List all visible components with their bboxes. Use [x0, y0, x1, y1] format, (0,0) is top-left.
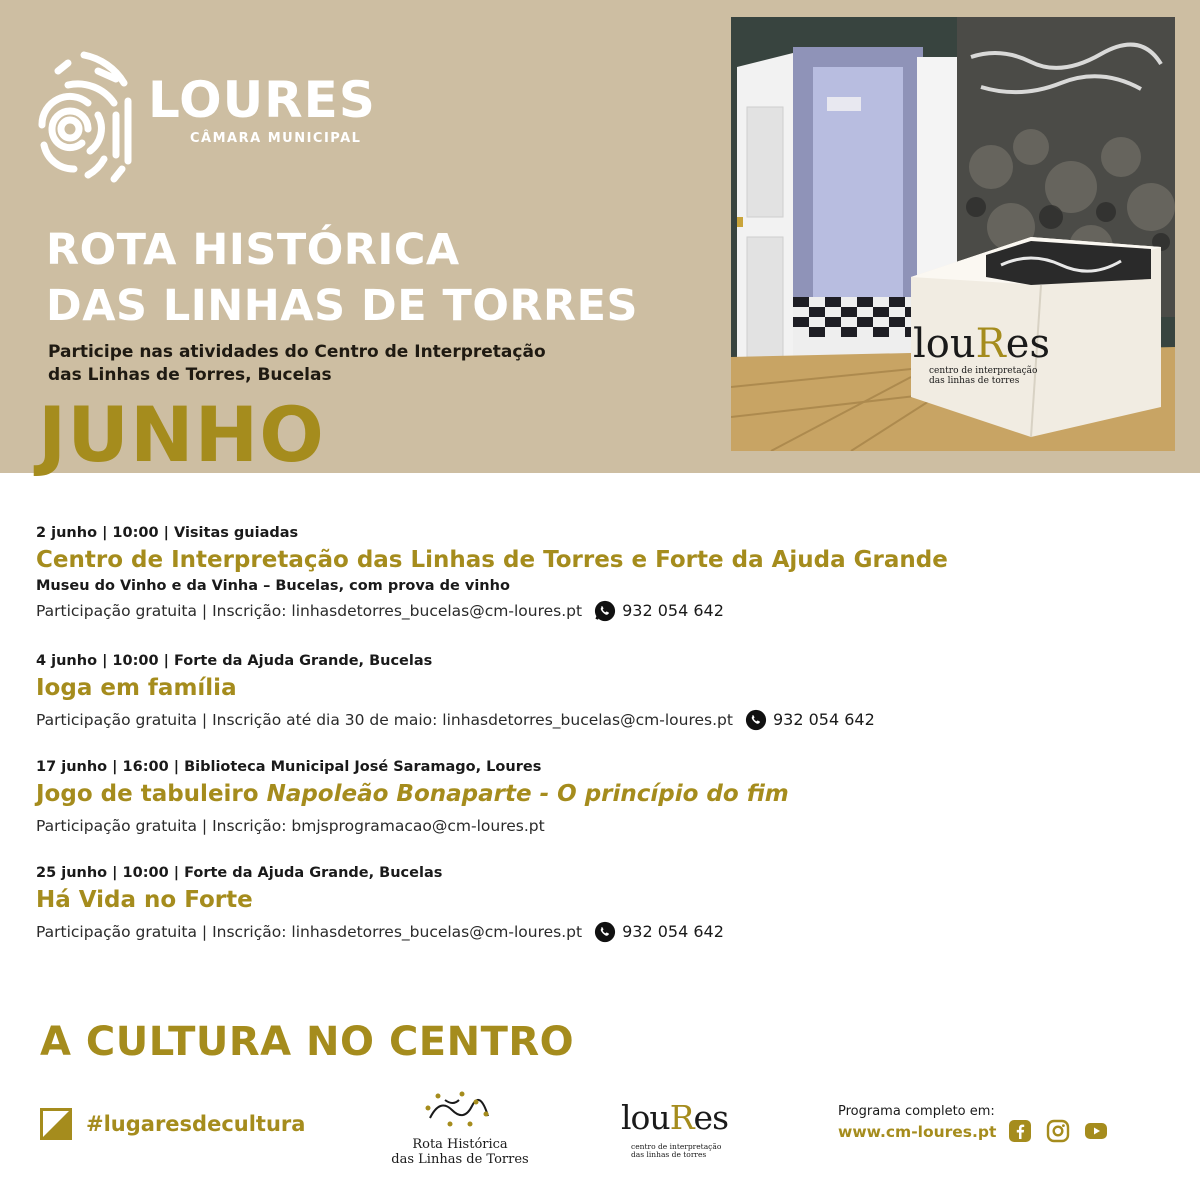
event-phone[interactable]: 932 054 642 [622, 922, 724, 941]
exhibition-photo [731, 17, 1175, 451]
centro-logo-caption: centro de interpretação das linhas de torres [631, 1142, 722, 1159]
program-label: Programa completo em: [838, 1104, 995, 1119]
centro-logo-wordmark: louRes [621, 1098, 729, 1137]
event-title [36, 778, 1166, 810]
event-info [36, 918, 1166, 946]
whatsapp-icon [594, 921, 616, 943]
events-list [36, 522, 1166, 968]
instagram-icon[interactable] [1046, 1119, 1070, 1143]
month-heading: JUNHO [38, 390, 325, 479]
event-location: Museu do Vinho e da Vinha – Bucelas, com prova de vinho [36, 578, 510, 594]
exhibit-wordmark: louRes [913, 321, 1050, 367]
program-block [838, 1104, 996, 1144]
event-item [36, 756, 1166, 862]
event-info [36, 706, 1166, 734]
event-title-italic: Napoleão Bonaparte - O princípio do fim [266, 781, 789, 807]
subtitle-line-1: Participe nas atividades do Centro de Interpretação [48, 342, 546, 362]
exhibit-caption-2: das linhas de torres [929, 376, 1020, 386]
lugares-de-cultura-icon [40, 1108, 72, 1140]
title-line-1: ROTA HISTÓRICA [46, 225, 460, 275]
loures-municipal-logo[interactable] [38, 45, 378, 185]
event-info [36, 597, 1166, 625]
rota-logo-line-2: das Linhas de Torres [391, 1152, 529, 1167]
social-links [1008, 1119, 1108, 1143]
event-item [36, 650, 1166, 756]
event-item [36, 522, 1166, 650]
event-registration[interactable]: Participação gratuita | Inscrição até dia 30 de maio: linhasdetorres_bucelas@cm-loures.pt [36, 711, 733, 729]
slogan: A CULTURA NO CENTRO [40, 1019, 575, 1065]
logo-wordmark: LOURES [148, 71, 376, 129]
event-meta: 4 junho | 10:00 | Forte da Ajuda Grande, Bucelas [36, 653, 433, 669]
exhibit-caption-1: centro de interpretação [929, 366, 1038, 376]
program-link[interactable]: www.cm-loures.pt [838, 1123, 997, 1141]
logo-subtitle: CÂMARA MUNICIPAL [190, 131, 362, 146]
facebook-icon[interactable] [1008, 1119, 1032, 1143]
event-title: Ioga em família [36, 675, 237, 701]
event-phone[interactable]: 932 054 642 [772, 710, 875, 729]
event-meta: 2 junho | 10:00 | Visitas guiadas [36, 525, 299, 541]
page-title [46, 222, 638, 334]
event-title: Há Vida no Forte [36, 887, 253, 913]
rota-historica-logo [390, 1088, 530, 1170]
youtube-icon[interactable] [1084, 1119, 1108, 1143]
centro-interpretacao-logo [615, 1098, 745, 1164]
event-info [36, 812, 1166, 840]
event-registration[interactable]: Participação gratuita | Inscrição: linhasdetorres_bucelas@cm-loures.pt [36, 602, 583, 620]
hashtag-text: #lugaresdecultura [86, 1112, 306, 1136]
subtitle-line-2: das Linhas de Torres, Bucelas [48, 365, 332, 385]
event-item [36, 862, 1166, 968]
rota-logo-line-1: Rota Histórica [412, 1137, 508, 1152]
event-registration[interactable]: Participação gratuita | Inscrição: bmjsprogramacao@cm-loures.pt [36, 817, 545, 835]
whatsapp-icon [594, 600, 616, 622]
event-title: Centro de Interpretação das Linhas de Torres e Forte da Ajuda Grande [36, 547, 948, 573]
event-title-plain: Jogo de tabuleiro [36, 781, 267, 807]
rota-route-icon [390, 1088, 530, 1134]
whatsapp-icon [745, 709, 767, 731]
loures-mark-icon [38, 45, 138, 185]
event-meta: 17 junho | 16:00 | Biblioteca Municipal José Saramago, Loures [36, 759, 542, 775]
title-line-2: DAS LINHAS DE TORRES [46, 281, 638, 331]
hashtag[interactable] [40, 1108, 305, 1140]
event-meta: 25 junho | 10:00 | Forte da Ajuda Grande, Bucelas [36, 865, 443, 881]
page-subtitle [48, 341, 668, 387]
event-registration[interactable]: Participação gratuita | Inscrição: linhasdetorres_bucelas@cm-loures.pt [36, 923, 583, 941]
event-phone[interactable]: 932 054 642 [622, 601, 724, 620]
